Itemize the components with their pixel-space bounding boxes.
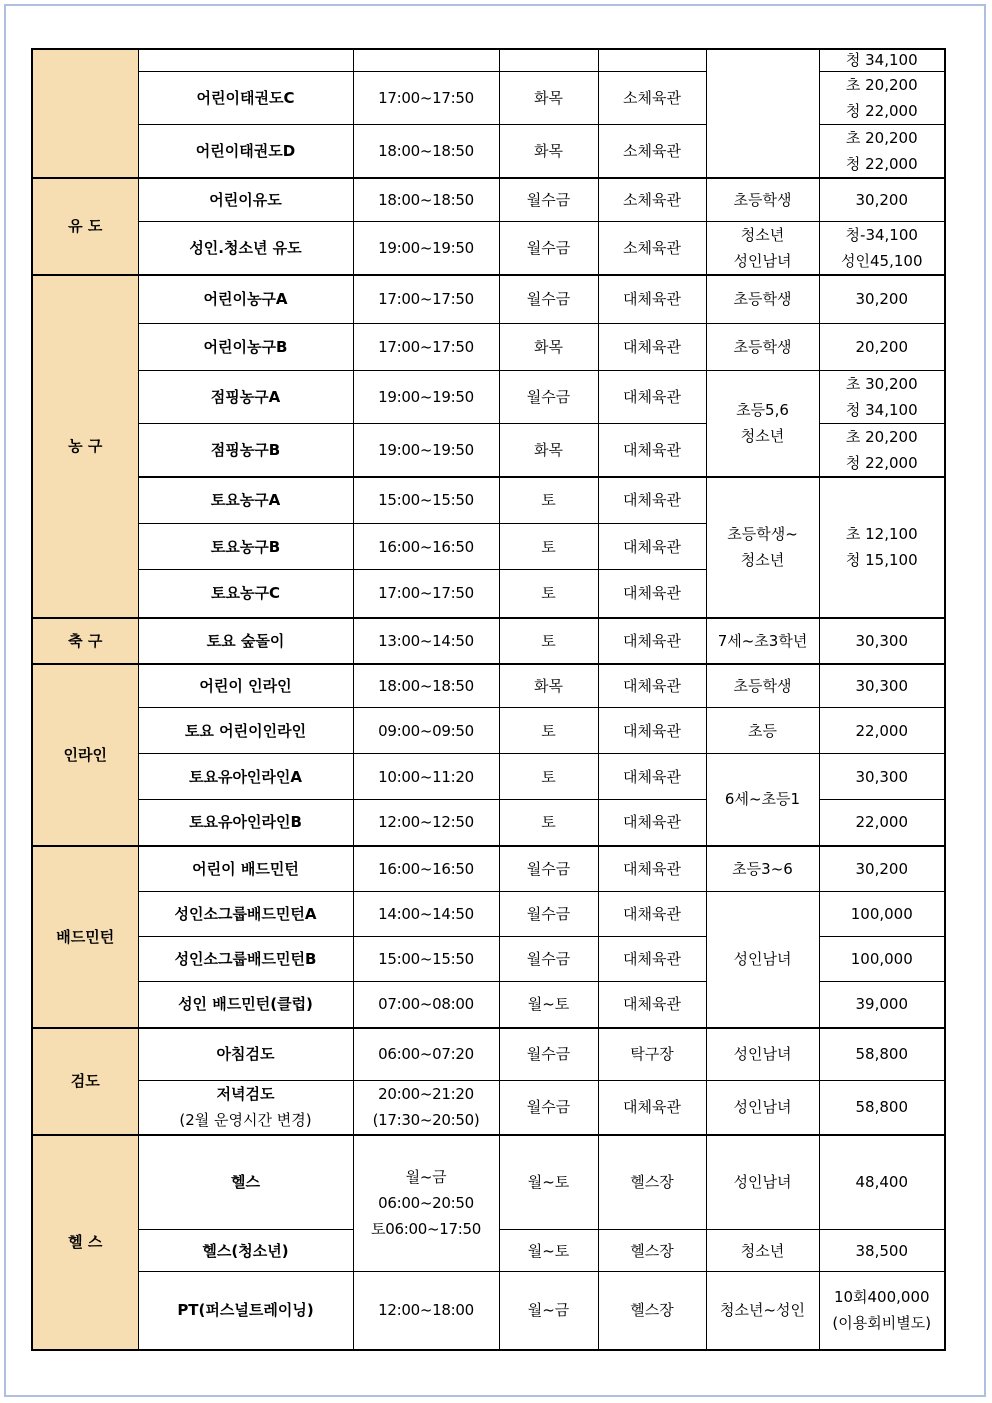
table-row [32, 1272, 945, 1350]
time-cell: 06:00~07:20 [353, 1028, 499, 1081]
days-cell: 월수금 [499, 370, 598, 423]
table-row [32, 323, 945, 370]
time-cell [353, 1081, 499, 1135]
place-cell: 대체육관 [598, 370, 706, 423]
time-cell: 17:00~17:50 [353, 570, 499, 618]
category-cell: 농 구 [32, 275, 138, 618]
fee-line: 청 22,000 [845, 453, 918, 472]
program-name: 토요 숲돌이 [138, 618, 353, 664]
days-cell: 월~토 [499, 982, 598, 1028]
days-cell: 토 [499, 570, 598, 618]
place-cell: 대체육관 [598, 423, 706, 477]
place-cell: 대체육관 [598, 323, 706, 370]
fee-line: 성인45,100 [841, 252, 923, 270]
target-cell: 초등학생 [706, 323, 819, 370]
place-cell: 소체육관 [598, 178, 706, 222]
days-cell: 월수금 [499, 937, 598, 982]
time-cell: 18:00~18:50 [353, 664, 499, 708]
days-cell: 월~토 [499, 1230, 598, 1272]
time-line: 06:00~20:50 [378, 1194, 474, 1213]
time-cell: 16:00~16:50 [353, 524, 499, 570]
place-cell: 소체육관 [598, 71, 706, 124]
target-cell: 초등 [706, 708, 819, 754]
fee-line: 초 20,200 [845, 75, 918, 94]
table-row [32, 618, 945, 664]
fee-cell: 30,300 [819, 754, 945, 800]
target-cell: 성인남녀 [706, 1135, 819, 1230]
fee-cell: 38,500 [819, 1230, 945, 1272]
program-name: 토요농구C [138, 570, 353, 618]
target-cell: 초등3~6 [706, 846, 819, 892]
program-name: 성인소그룹배드민턴A [138, 892, 353, 937]
table-row [32, 754, 945, 800]
target-cell: 6세~초등1 [706, 754, 819, 846]
category-cell: 검도 [32, 1028, 138, 1135]
program-name: 어린이 배드민턴 [138, 846, 353, 892]
table-row [32, 1081, 945, 1135]
target-cell: 성인남녀 [706, 1028, 819, 1081]
place-cell: 소체육관 [598, 222, 706, 276]
place-cell: 대체육관 [598, 570, 706, 618]
days-cell: 토 [499, 800, 598, 846]
time-cell: 16:00~16:50 [353, 846, 499, 892]
target-cell: 청소년 [706, 1230, 819, 1272]
fee-line: 청 15,100 [845, 551, 918, 569]
program-name: 어린이태권도D [138, 124, 353, 178]
target-cell: 7세~초3학년 [706, 618, 819, 664]
time-cell: 19:00~19:50 [353, 222, 499, 276]
target-cell: 성인남녀 [706, 1081, 819, 1135]
place-cell: 대체육관 [598, 982, 706, 1028]
time-cell: 10:00~11:20 [353, 754, 499, 800]
place-cell: 대체육관 [598, 618, 706, 664]
table-row [32, 1135, 945, 1230]
fee-cell: 58,800 [819, 1028, 945, 1081]
days-cell: 토 [499, 754, 598, 800]
program-name: 어린이농구A [138, 275, 353, 323]
days-cell: 화목 [499, 664, 598, 708]
days-cell: 월수금 [499, 846, 598, 892]
fee-line: 초 30,200 [845, 374, 918, 393]
program-name [138, 1081, 353, 1135]
fee-cell: 100,000 [819, 937, 945, 982]
days-cell: 화목 [499, 423, 598, 477]
program-name: 어린이유도 [138, 178, 353, 222]
days-cell: 월수금 [499, 178, 598, 222]
program-name-note: (2월 운영시간 변경) [179, 1111, 312, 1130]
fee-cell [819, 124, 945, 178]
place-cell: 탁구장 [598, 1028, 706, 1081]
program-name: 성인 배드민턴(클럽) [138, 982, 353, 1028]
time-cell: 17:00~17:50 [353, 275, 499, 323]
fee-cell: 58,800 [819, 1081, 945, 1135]
target-cell: 청소년~성인 [706, 1272, 819, 1350]
table-row [32, 49, 945, 71]
days-cell: 토 [499, 618, 598, 664]
time-cell: 18:00~18:50 [353, 178, 499, 222]
time-cell: 15:00~15:50 [353, 937, 499, 982]
fee-cell [819, 477, 945, 618]
fee-cell: 청 34,100 [819, 49, 945, 71]
time-line: 월~금 [405, 1168, 447, 1187]
time-line: 토06:00~17:50 [371, 1220, 481, 1239]
category-cell: 배드민턴 [32, 846, 138, 1028]
target-cell: 초등학생 [706, 178, 819, 222]
place-cell: 대체육관 [598, 708, 706, 754]
place-cell: 대체육관 [598, 800, 706, 846]
time-cell: 09:00~09:50 [353, 708, 499, 754]
category-cell: 유 도 [32, 178, 138, 276]
place-cell: 대체육관 [598, 937, 706, 982]
time-line: (17:30~20:50) [372, 1111, 480, 1130]
time-cell: 12:00~12:50 [353, 800, 499, 846]
time-line: 20:00~21:20 [378, 1085, 474, 1104]
target-cell [706, 370, 819, 477]
place-cell: 대채육관 [598, 892, 706, 937]
fee-cell [819, 71, 945, 124]
place-cell: 대체육관 [598, 524, 706, 570]
place-cell: 헬스장 [598, 1135, 706, 1230]
fee-cell [819, 1272, 945, 1350]
days-cell: 월수금 [499, 222, 598, 276]
place-cell: 헬스장 [598, 1272, 706, 1350]
days-cell: 월수금 [499, 1028, 598, 1081]
target-line: 초등5,6 [736, 401, 789, 419]
time-cell: 13:00~14:50 [353, 618, 499, 664]
fee-cell [819, 423, 945, 477]
time-cell: 19:00~19:50 [353, 423, 499, 477]
fee-cell [819, 370, 945, 423]
program-name: 아침검도 [138, 1028, 353, 1081]
program-name: 성인.청소년 유도 [138, 222, 353, 276]
fee-cell: 39,000 [819, 982, 945, 1028]
fee-cell: 20,200 [819, 323, 945, 370]
category-cell: 축 구 [32, 618, 138, 664]
fee-cell: 48,400 [819, 1135, 945, 1230]
program-name: 점핑농구A [138, 370, 353, 423]
fee-cell: 30,200 [819, 178, 945, 222]
place-cell: 헬스장 [598, 1230, 706, 1272]
days-cell: 월수금 [499, 1081, 598, 1135]
table-row [32, 477, 945, 524]
fee-line: 초 12,100 [845, 525, 918, 543]
place-cell: 대체육관 [598, 664, 706, 708]
fee-cell: 30,300 [819, 618, 945, 664]
days-cell: 화목 [499, 124, 598, 178]
program-name: PT(퍼스널트레이닝) [138, 1272, 353, 1350]
days-cell: 월~금 [499, 1272, 598, 1350]
target-cell: 초등학생 [706, 664, 819, 708]
place-cell: 소체육관 [598, 124, 706, 178]
program-name-line: 저녁검도 [216, 1085, 275, 1104]
fee-cell: 30,300 [819, 664, 945, 708]
place-cell: 대체육관 [598, 477, 706, 524]
fee-line: 청-34,100 [845, 226, 918, 244]
program-name: 어린이농구B [138, 323, 353, 370]
days-cell: 토 [499, 708, 598, 754]
program-name: 토요유아인라인A [138, 754, 353, 800]
fee-line: (이용회비별도) [832, 1314, 932, 1333]
days-cell: 토 [499, 477, 598, 524]
fee-cell: 22,000 [819, 800, 945, 846]
time-cell: 19:00~19:50 [353, 370, 499, 423]
fee-line: 초 20,200 [845, 128, 918, 147]
program-name: 어린이태권도C [138, 71, 353, 124]
days-cell: 화목 [499, 71, 598, 124]
time-cell: 14:00~14:50 [353, 892, 499, 937]
program-name: 성인소그룹배드민턴B [138, 937, 353, 982]
target-line: 청소년 [740, 226, 785, 244]
place-cell: 대체육관 [598, 846, 706, 892]
target-cell [706, 222, 819, 276]
target-line: 초등학생~ [727, 525, 798, 543]
fee-cell: 100,000 [819, 892, 945, 937]
table-row [32, 1028, 945, 1081]
table-row [32, 892, 945, 937]
table-row [32, 275, 945, 323]
target-line: 청소년 [740, 551, 785, 569]
time-cell [353, 49, 499, 71]
program-name: 어린이 인라인 [138, 664, 353, 708]
table-row [32, 370, 945, 423]
days-cell: 월수금 [499, 892, 598, 937]
fee-line: 10회400,000 [833, 1288, 930, 1307]
category-cell: 인라인 [32, 664, 138, 846]
fee-line: 청 22,000 [845, 101, 918, 120]
table-row [32, 846, 945, 892]
category-cell [32, 49, 138, 178]
program-name: 헬스 [138, 1135, 353, 1230]
target-line: 성인남녀 [733, 252, 792, 270]
days-cell: 월~토 [499, 1135, 598, 1230]
fee-line: 청 22,000 [845, 154, 918, 173]
program-name: 토요농구A [138, 477, 353, 524]
time-cell: 15:00~15:50 [353, 477, 499, 524]
fee-cell: 30,200 [819, 846, 945, 892]
target-cell [706, 477, 819, 618]
target-cell [706, 49, 819, 178]
time-cell: 07:00~08:00 [353, 982, 499, 1028]
table-row [32, 222, 945, 276]
table-row [32, 708, 945, 754]
target-cell: 초등학생 [706, 275, 819, 323]
category-cell: 헬 스 [32, 1135, 138, 1350]
table-row [32, 664, 945, 708]
fee-line: 청 34,100 [845, 400, 918, 419]
program-name: 토요 어린이인라인 [138, 708, 353, 754]
time-cell: 17:00~17:50 [353, 71, 499, 124]
program-schedule-table [31, 48, 946, 1351]
program-name: 점핑농구B [138, 423, 353, 477]
time-cell [353, 1135, 499, 1272]
fee-cell: 30,200 [819, 275, 945, 323]
program-name: 헬스(청소년) [138, 1230, 353, 1272]
fee-cell: 22,000 [819, 708, 945, 754]
fee-line: 초 20,200 [845, 427, 918, 446]
fee-cell [819, 222, 945, 276]
days-cell: 화목 [499, 323, 598, 370]
target-line: 청소년 [740, 427, 785, 445]
time-cell: 17:00~17:50 [353, 323, 499, 370]
time-cell: 12:00~18:00 [353, 1272, 499, 1350]
table-row [32, 178, 945, 222]
place-cell: 대체육관 [598, 275, 706, 323]
target-cell: 성인남녀 [706, 892, 819, 1028]
time-cell: 18:00~18:50 [353, 124, 499, 178]
place-cell: 대체육관 [598, 1081, 706, 1135]
program-name: 토요유아인라인B [138, 800, 353, 846]
program-name: 토요농구B [138, 524, 353, 570]
place-cell: 대체육관 [598, 754, 706, 800]
days-cell: 월수금 [499, 275, 598, 323]
days-cell [499, 49, 598, 71]
place-cell [598, 49, 706, 71]
program-name [138, 49, 353, 71]
days-cell: 토 [499, 524, 598, 570]
